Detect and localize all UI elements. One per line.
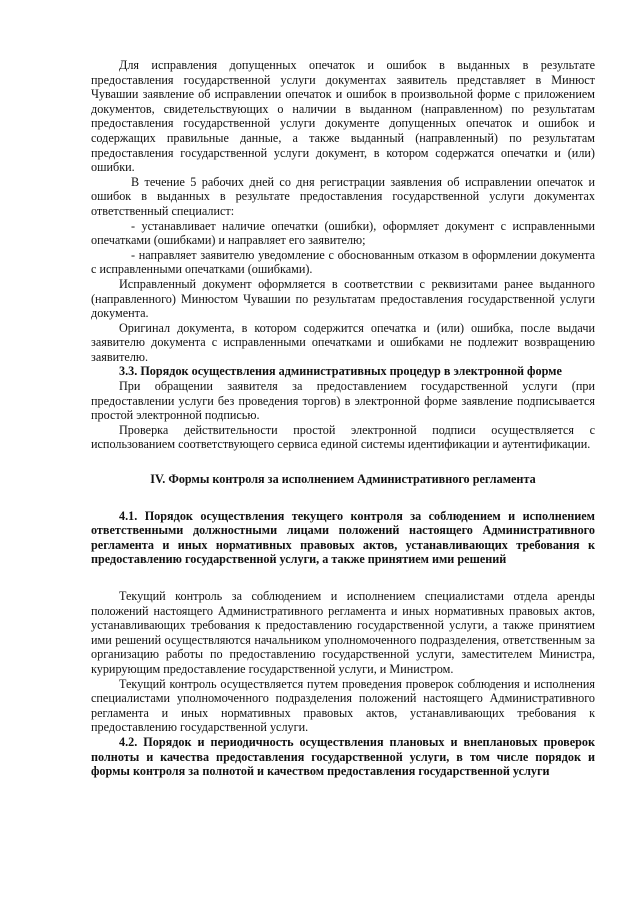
paragraph-corrections-request: Для исправления допущенных опечаток и ошибок в выданных в результате предоставления государственной услуги документах заявитель представляет в Минюст Чувашии заявление об исправлении опечаток и ошибок в произвольной форме с приложением документов, свидетельствующих о наличии в выданном (направленном) по результатам предоставления государственной услуги документе допущенных опечаток и ошибок и содержащих правильные данные, а также выданный (направленный) по результатам предоставления государственной услуги документ, в котором содержатся опечатки и (или) ошибки.: [91, 58, 595, 175]
paragraph-electronic-signature: При обращении заявителя за предоставлением государственной услуги (при предоставлении услуги без проведения торгов) в электронной форме заявление подписывается простой электронной подписью.: [91, 379, 595, 423]
list-item-refusal-notice: - направляет заявителю уведомление с обоснованным отказом в оформлении документа с исправленными опечатками (ошибками).: [91, 247, 595, 277]
paragraph-original-document: Оригинал документа, в котором содержится опечатка и (или) ошибка, после выдачи заявителю документа с исправленными опечатками и ошибками не подлежит возвращению заявителю.: [91, 320, 595, 364]
paragraph-five-days: В течение 5 рабочих дней со дня регистрации заявления об исправлении опечаток и ошибок в выданных в результате предоставления государственной услуги документах ответственный специалист:: [91, 174, 595, 218]
section-heading-4-2: 4.2. Порядок и периодичность осуществления плановых и внеплановых проверок полноты и качества предоставления государственной услуги, в том числе порядок и формы контроля за полнотой и качеством предоставления государственной услуги: [91, 734, 595, 779]
paragraph-signature-verification: Проверка действительности простой электронной подписи осуществляется с использованием соответствующего сервиса единой системы идентификации и аутентификации.: [91, 422, 595, 452]
paragraph-current-control: Текущий контроль за соблюдением и исполнением специалистами отдела аренды положений настоящего Административного регламента и иных нормативных правовых актов, устанавливающих требования к предоставлению государственной услуги, а также принятием ими решений осуществляются начальником уполномоченного подразделения, ответственным за организацию работы по предоставлению государственной услуги, заместителем Министра, курирующим предоставление государственной услуги, и Министром.: [91, 589, 595, 676]
chapter-heading-iv: IV. Формы контроля за исполнением Административного регламента: [150, 472, 536, 487]
paragraph-corrected-document: Исправленный документ оформляется в соответствии с реквизитами ранее выданного (направленного) Минюстом Чувашии по результатам предоставления государственной услуги документа.: [91, 276, 595, 321]
paragraph-control-inspections: Текущий контроль осуществляется путем проведения проверок соблюдения и исполнения специалистами уполномоченного подразделения положений настоящего Административного регламента и иных нормативных правовых актов, устанавливающих требования к предоставлению государственной услуги.: [91, 676, 595, 735]
section-heading-3-3: 3.3. Порядок осуществления административных процедур в электронной форме: [119, 364, 562, 379]
list-item-establish-error: - устанавливает наличие опечатки (ошибки), оформляет документ с исправленными опечатками (ошибками) и направляет его заявителю;: [91, 218, 595, 248]
section-heading-4-1: 4.1. Порядок осуществления текущего контроля за соблюдением и исполнением ответственными должностными лицами положений настоящего Административного регламента и иных нормативных правовых актов, устанавливающих требования к предоставлению государственной услуги, а также принятием ими решений: [91, 508, 595, 567]
